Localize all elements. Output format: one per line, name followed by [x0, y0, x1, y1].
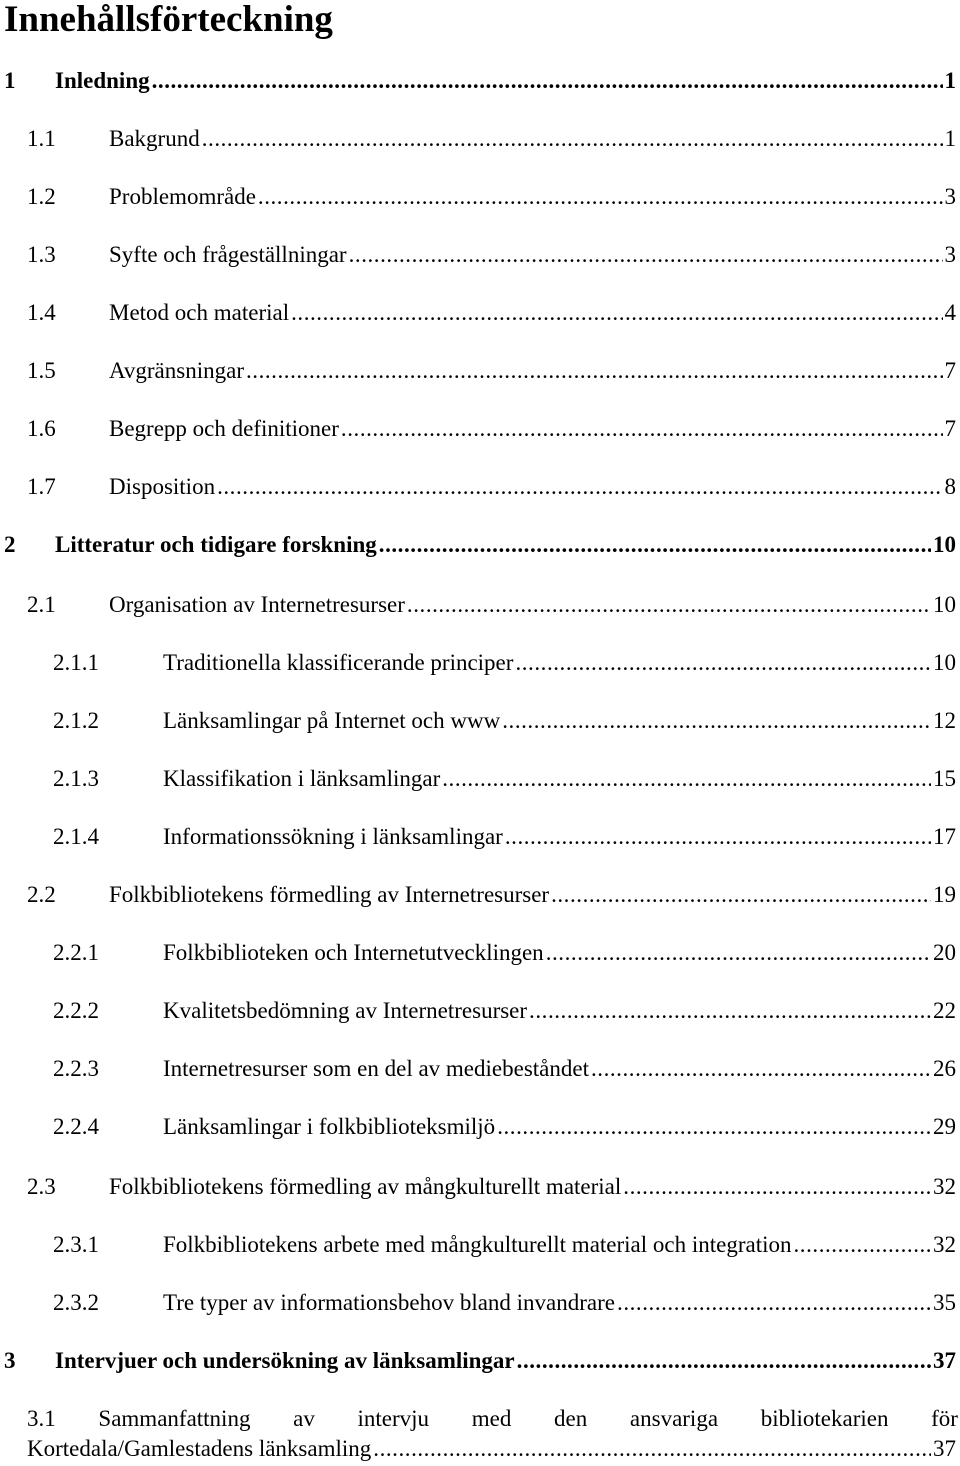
toc-leader: [217, 472, 942, 502]
toc-entry-title: Informationssökning i länksamlingar: [163, 824, 503, 849]
toc-page-number: 32: [933, 1174, 956, 1199]
toc-page-number: 10: [933, 532, 956, 557]
toc-entry-3-1-line1[interactable]: [27, 1404, 958, 1434]
toc-page-number: 3: [944, 184, 956, 209]
toc-entry-line: [55, 530, 956, 560]
toc-entry-title: Inledning: [55, 68, 150, 93]
toc-entry-number: 1.2: [27, 184, 56, 209]
toc-entry-title: Avgränsningar: [109, 358, 244, 383]
toc-entry-number: 2.3: [27, 1174, 56, 1199]
toc-page-number: 35: [933, 1290, 956, 1315]
toc-page-number: 32: [933, 1232, 956, 1257]
toc-page-number: 19: [933, 882, 956, 907]
toc-entry[interactable]: [0, 356, 956, 386]
toc-entry[interactable]: [0, 1172, 956, 1202]
toc-page-number: 29: [933, 1114, 956, 1139]
toc-entry-title: Bakgrund: [109, 126, 200, 151]
toc-page-number: 3: [944, 242, 956, 267]
toc-entry-line: [55, 66, 956, 96]
toc-entry-line: [109, 124, 956, 154]
toc-entry-line: [163, 1054, 956, 1084]
toc-entry-number: 2.2: [27, 882, 56, 907]
toc-entry-title: Länksamlingar på Internet och www: [163, 708, 501, 733]
toc-leader: [515, 648, 931, 678]
toc-entry-line: [163, 938, 956, 968]
toc-entry-line: [163, 1112, 956, 1142]
toc-word: den: [554, 1406, 588, 1431]
toc-entry-line: [109, 414, 956, 444]
toc-entry[interactable]: [0, 66, 956, 96]
toc-entry-3-1-line2[interactable]: [27, 1434, 956, 1464]
toc-entry[interactable]: [0, 124, 956, 154]
toc-entry-number: 2.3.2: [53, 1290, 99, 1315]
toc-entry-line: [163, 1288, 956, 1318]
toc-entry[interactable]: [0, 1288, 956, 1318]
toc-entry-line: [109, 298, 956, 328]
toc-page-number: 20: [933, 940, 956, 965]
toc-leader: [152, 66, 943, 96]
toc-entry[interactable]: [0, 996, 956, 1026]
toc-leader: [341, 414, 943, 444]
toc-entry-number: 2.3.1: [53, 1232, 99, 1257]
toc-leader: [794, 1230, 932, 1260]
toc-entry[interactable]: [0, 1054, 956, 1084]
toc-entry-line: [55, 1346, 956, 1376]
toc-entry-number: 1.4: [27, 300, 56, 325]
toc-entry-line: [163, 1230, 956, 1260]
toc-entry-number: 2: [4, 532, 16, 557]
toc-leader: [517, 1346, 931, 1376]
toc-entry-number: 1.5: [27, 358, 56, 383]
toc-page-number: 4: [944, 300, 956, 325]
toc-entry-line: [163, 822, 956, 852]
toc-entry-number: 1.3: [27, 242, 56, 267]
toc-entry-title: Folkbiblioteken och Internetutvecklingen: [163, 940, 544, 965]
toc-page-number: 7: [944, 358, 956, 383]
toc-leader: [291, 298, 942, 328]
toc-entry-title: Kvalitetsbedömning av Internetresurser: [163, 998, 528, 1023]
toc-entry-line: [109, 472, 956, 502]
toc-page-number: 1: [944, 126, 956, 151]
toc-entry-line: [163, 648, 956, 678]
page-title: Innehållsförteckning: [4, 0, 333, 40]
toc-leader: [349, 240, 943, 270]
toc-page-number: 17: [933, 824, 956, 849]
toc-leader: [551, 880, 931, 910]
toc-entry-title: Länksamlingar i folkbiblioteksmiljö: [163, 1114, 496, 1139]
toc-leader: [546, 938, 931, 968]
toc-leader: [407, 590, 931, 620]
toc-entry[interactable]: [0, 648, 956, 678]
toc-word: med: [471, 1406, 512, 1431]
toc-entry-number: 2.2.3: [53, 1056, 99, 1081]
toc-entry-number: 3.1: [27, 1406, 56, 1431]
toc-leader: [258, 182, 943, 212]
toc-word: av: [293, 1406, 315, 1431]
toc-word: för: [931, 1406, 958, 1431]
toc-word: intervju: [357, 1406, 430, 1431]
toc-entry-line: [163, 996, 956, 1026]
toc-entry-number: 2.2.2: [53, 998, 99, 1023]
toc-entry-number: 2.1.4: [53, 824, 99, 849]
toc-entry-number: 1.1: [27, 126, 56, 151]
toc-entry-title: Klassifikation i länksamlingar: [163, 766, 441, 791]
toc-page-number: 1: [944, 68, 956, 93]
toc-entry-number: 2.2.4: [53, 1114, 99, 1139]
toc-entry-line: [109, 356, 956, 386]
toc-entry-title: Folkbibliotekens arbete med mångkulturellt material och integration: [163, 1232, 792, 1257]
toc-page-number: 7: [944, 416, 956, 441]
toc-entry-title: Traditionella klassificerande principer: [163, 650, 514, 675]
toc-word: Sammanfattning: [98, 1406, 251, 1431]
toc-leader: [617, 1288, 931, 1318]
toc-entry-line: [109, 182, 956, 212]
toc-entry[interactable]: [0, 530, 956, 560]
toc-page-number: 8: [944, 474, 956, 499]
toc-entry-number: 2.1.3: [53, 766, 99, 791]
toc-leader: [529, 996, 931, 1026]
toc-word: ansvariga: [629, 1406, 719, 1431]
toc-page-number: 12: [933, 708, 956, 733]
toc-entry-number: 1: [4, 68, 16, 93]
toc-leader: [373, 1434, 931, 1464]
toc-entry-number: 2.1.1: [53, 650, 99, 675]
toc-entry-line: [109, 1172, 956, 1202]
toc-entry-title: Internetresurser som en del av mediebeståndet: [163, 1056, 589, 1081]
toc-entry[interactable]: [0, 764, 956, 794]
toc-entry-title: Litteratur och tidigare forskning: [55, 532, 377, 557]
toc-page-number: 37: [933, 1436, 956, 1461]
toc-page-number: 10: [933, 650, 956, 675]
toc-entry-title: Disposition: [109, 474, 216, 499]
toc-entry-title: Tre typer av informationsbehov bland invandrare: [163, 1290, 616, 1315]
toc-entry[interactable]: [0, 1346, 956, 1376]
toc-entry-number: 2.1.2: [53, 708, 99, 733]
toc-entry-title: Metod och material: [109, 300, 290, 325]
toc-entry-number: 2.2.1: [53, 940, 99, 965]
toc-entry[interactable]: [0, 414, 956, 444]
toc-leader: [497, 1112, 931, 1142]
toc-entry-title: Intervjuer och undersökning av länksamlingar: [55, 1348, 515, 1373]
toc-leader: [202, 124, 943, 154]
toc-entry-number: 1.6: [27, 416, 56, 441]
toc-leader: [246, 356, 943, 386]
toc-leader: [379, 530, 931, 560]
toc-entry-line: [163, 706, 956, 736]
toc-page-number: 37: [933, 1348, 956, 1373]
toc-entry[interactable]: [0, 822, 956, 852]
toc-entry[interactable]: [0, 240, 956, 270]
toc-entry[interactable]: [0, 472, 956, 502]
toc-entry-line: [109, 240, 956, 270]
toc-entry-title: Begrepp och definitioner: [109, 416, 339, 441]
toc-entry-line: [163, 764, 956, 794]
toc-entry[interactable]: [0, 1230, 956, 1260]
toc-entry-title: Kortedala/Gamlestadens länksamling: [27, 1436, 372, 1461]
toc-entry[interactable]: [0, 880, 956, 910]
toc-page-number: 15: [933, 766, 956, 791]
toc-page-number: 22: [933, 998, 956, 1023]
toc-entry-title: Organisation av Internetresurser: [109, 592, 405, 617]
toc-entry-title: Folkbibliotekens förmedling av mångkulturellt material: [109, 1174, 622, 1199]
toc-entry[interactable]: [0, 1112, 956, 1142]
toc-entry[interactable]: [0, 706, 956, 736]
toc-leader: [502, 706, 931, 736]
toc-entry-number: 2.1: [27, 592, 56, 617]
toc-entry-title: Folkbibliotekens förmedling av Internetresurser: [109, 882, 550, 907]
toc-leader: [442, 764, 931, 794]
toc-entry-line: [109, 590, 956, 620]
toc-entry[interactable]: [0, 590, 956, 620]
toc-entry-number: 3: [4, 1348, 16, 1373]
toc-entry-title: Syfte och frågeställningar: [109, 242, 347, 267]
toc-entry-line: [109, 880, 956, 910]
toc-leader: [505, 822, 931, 852]
toc-page-number: 10: [933, 592, 956, 617]
toc-entry-number: 1.7: [27, 474, 56, 499]
toc-page-number: 26: [933, 1056, 956, 1081]
toc-entry[interactable]: [0, 182, 956, 212]
toc-entry-title: Problemområde: [109, 184, 256, 209]
toc-entry[interactable]: [0, 298, 956, 328]
toc-leader: [623, 1172, 931, 1202]
toc-entry[interactable]: [0, 938, 956, 968]
toc-word: bibliotekarien: [760, 1406, 889, 1431]
toc-leader: [591, 1054, 931, 1084]
